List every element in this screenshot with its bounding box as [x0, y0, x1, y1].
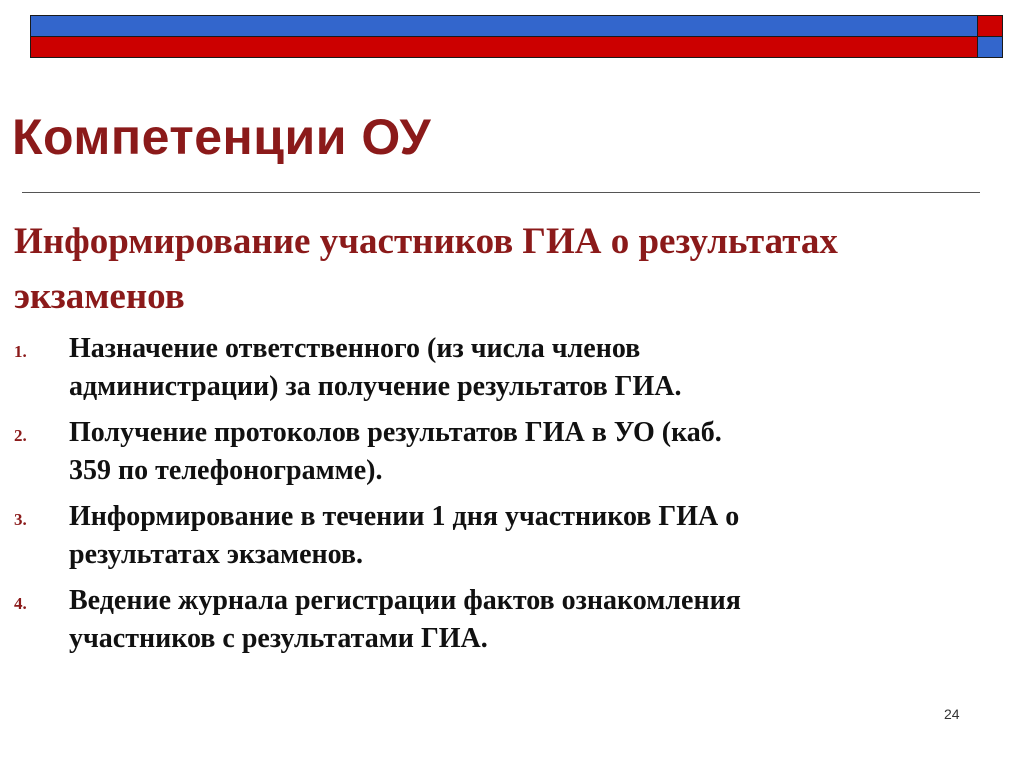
- list-item-number: 1.: [14, 342, 27, 361]
- list-item: [0, 330, 1000, 406]
- list-item-text: Получение протоколов результатов ГИА в УО (каб. 359 по телефонограмме).: [69, 417, 722, 486]
- top-bar-red-stripe: [31, 37, 978, 57]
- slide-title: Компетенции ОУ: [12, 109, 432, 165]
- list-item-text: Назначение ответственного (из числа членов администрации) за получение результатов ГИА.: [69, 333, 682, 402]
- list-item-text: Информирование в течении 1 дня участников ГИА о результатах экзаменов.: [69, 501, 740, 570]
- competence-list: [0, 330, 1000, 666]
- top-decorative-bar: [30, 15, 1003, 58]
- top-bar-blue-stripe: [31, 16, 978, 36]
- slide-page-number: 24: [944, 706, 960, 722]
- list-item: [0, 582, 1000, 658]
- title-divider: [22, 192, 980, 193]
- list-item-number: 4.: [14, 594, 27, 613]
- top-bar-lower-row: [31, 36, 1002, 57]
- list-item-text: Ведение журнала регистрации фактов ознакомления участников с результатами ГИА.: [69, 585, 741, 654]
- list-item-number: 2.: [14, 426, 27, 445]
- slide-subtitle: Информирование участников ГИА о результатах экзаменов: [14, 221, 838, 317]
- top-bar-red-square: [978, 16, 1002, 36]
- top-bar-upper-row: [31, 16, 1002, 36]
- top-bar-blue-square: [978, 37, 1002, 57]
- list-item-number: 3.: [14, 510, 27, 529]
- list-item: [0, 414, 1000, 490]
- list-item: [0, 498, 1000, 574]
